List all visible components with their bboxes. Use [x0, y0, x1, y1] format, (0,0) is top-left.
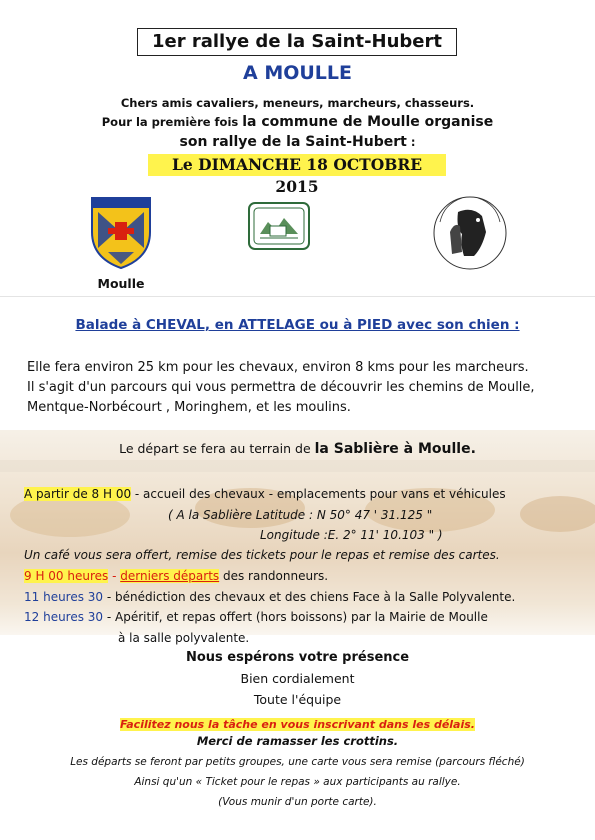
- schedule-dash-2: -: [108, 569, 121, 583]
- cavaliers-club-logo-icon: [428, 192, 512, 274]
- description-line-3: Mentque-Norbécourt , Moringhem, et les moulins.: [27, 400, 351, 415]
- schedule-line-1: [24, 487, 506, 501]
- intro-line-3-part-1: son rallye de la Saint-Hubert: [179, 134, 407, 150]
- closing-line-3: Toute l'équipe: [253, 692, 342, 707]
- event-date: Le DIMANCHE 18 OCTOBRE 2015: [148, 154, 446, 176]
- departure-text: Le départ se fera au terrain de: [119, 441, 315, 456]
- intro-line-2: [0, 114, 595, 130]
- intro-line-3: [0, 134, 595, 150]
- description-line-2: Il s'agit d'un parcours qui vous permettra de découvrir les chemins de Moulle,: [27, 380, 535, 395]
- description-line-1: Elle fera environ 25 km pour les chevaux, environ 8 kms pour les marcheurs.: [27, 360, 529, 375]
- notes-line-1: Les départs se feront par petits groupes, une carte vous sera remise (parcours fléché): [70, 756, 525, 768]
- town-heading: A MOULLE: [243, 62, 352, 84]
- intro-line-2-part-1: Pour la première fois: [101, 115, 243, 129]
- schedule-text-2a: derniers départs: [120, 569, 220, 583]
- closing-line-5: Merci de ramasser les crottins.: [196, 734, 399, 748]
- closing-line-1: Nous espérons votre présence: [185, 650, 410, 665]
- schedule-time-1: A partir de 8 H 00: [24, 487, 132, 501]
- schedule-coffee: Un café vous sera offert, remise des tickets pour le repas et remise des cartes.: [24, 548, 500, 562]
- notes-line-2: Ainsi qu'un « Ticket pour le repas » aux participants au rallye.: [134, 776, 461, 788]
- closing-line-4: Facilitez nous la tâche en vous inscrivant dans les délais.: [120, 718, 475, 731]
- departure-line: [0, 441, 595, 457]
- schedule-text-4: - Apéritif, et repas offert (hors boissons) par la Mairie de Moulle: [103, 610, 488, 624]
- coat-caption: Moulle: [97, 276, 145, 291]
- schedule-coords-1: ( A la Sablière Latitude : N 50° 47 ' 31.125 ": [168, 508, 433, 522]
- closing-line-2: Bien cordialement: [240, 671, 355, 686]
- schedule-text-1: - accueil des chevaux - emplacements pour vans et véhicules: [131, 487, 506, 501]
- schedule-time-3: 11 heures 30: [24, 590, 104, 604]
- activity-heading: Balade à CHEVAL, en ATTELAGE ou à PIED avec son chien :: [75, 317, 520, 333]
- intro-line-2-part-2: la commune de Moulle organise: [242, 114, 494, 130]
- departure-place: la Sablière à Moulle.: [314, 441, 476, 457]
- schedule-line-4b: à la salle polyvalente.: [118, 631, 250, 645]
- schedule-line-3: [24, 590, 515, 604]
- closing-line-4-wrap: [0, 713, 595, 732]
- page-title: 1er rallye de la Saint-Hubert: [137, 28, 457, 56]
- schedule-line-4: [24, 610, 488, 624]
- schedule-time-2: 9 H 00 heures: [24, 569, 109, 583]
- schedule-text-2b: des randonneurs.: [219, 569, 329, 583]
- schedule-line-2: [24, 569, 328, 583]
- schedule-coords-2: Longitude :E. 2° 11' 10.103 " ): [260, 528, 443, 542]
- intro-line-1: Chers amis cavaliers, meneurs, marcheurs, chasseurs.: [120, 96, 475, 110]
- schedule-time-4: 12 heures 30: [24, 610, 104, 624]
- section-divider: [0, 296, 595, 297]
- schedule-text-3: - bénédiction des chevaux et des chiens Face à la Salle Polyvalente.: [103, 590, 516, 604]
- moulle-coat-of-arms-icon: [88, 192, 154, 272]
- club-badge-icon: [246, 200, 312, 252]
- notes-line-3: (Vous munir d'un porte carte).: [218, 796, 377, 808]
- intro-line-3-part-2: :: [406, 135, 416, 149]
